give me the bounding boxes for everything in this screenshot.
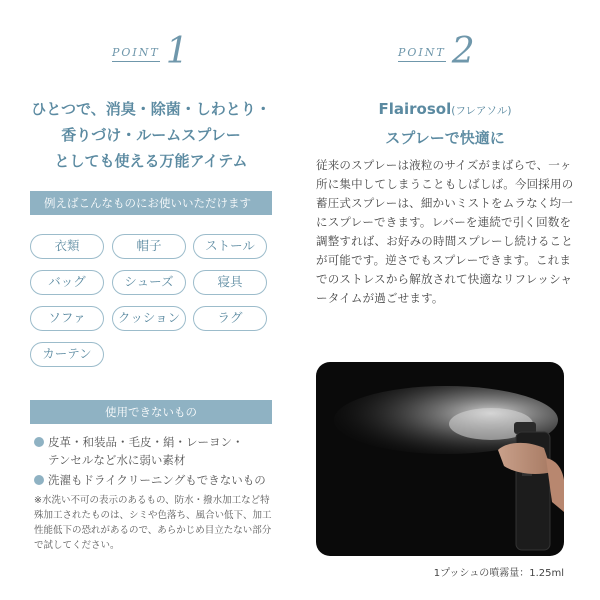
tag-bag: バッグ bbox=[30, 270, 104, 295]
spray-bottle-illustration bbox=[316, 362, 564, 556]
point-2-title bbox=[316, 96, 574, 152]
warn-item-text: 皮革・和装品・毛皮・絹・レーヨン・ テンセルなど水に弱い素材 bbox=[48, 435, 244, 467]
bullet-dot-icon bbox=[34, 475, 44, 485]
point-number: 2 bbox=[451, 31, 475, 72]
cannot-use-header: 使用できないもの bbox=[30, 400, 272, 424]
cannot-use-list bbox=[34, 433, 274, 553]
point-2-body: 従来のスプレーは液粒のサイズがまばらで、一ヶ所に集中してしまうこともしばしば。今回採用の蓄圧式スプレーは、細かいミストをムラなく均一にスプレーできます。レバーを連続で引く回数を調整すれば、お好みの時間スプレーし続けることが可能です。逆さでもスプレーできます。これまでのストレスから解放されて快適なリフレッシャータイムが過ごせます。 bbox=[316, 158, 574, 305]
bullet-dot-icon bbox=[34, 437, 44, 447]
brand-kana: (フレアソル) bbox=[451, 105, 512, 117]
uses-header: 例えばこんなものにお使いいただけます bbox=[30, 191, 272, 215]
tag-curtain: カーテン bbox=[30, 342, 104, 367]
point-number: 1 bbox=[165, 31, 189, 72]
brand-name: Flairosol bbox=[378, 100, 452, 118]
warn-item bbox=[34, 433, 274, 469]
spray-volume-caption: 1プッシュの噴霧量：1.25ml bbox=[433, 568, 564, 579]
tag-hat: 帽子 bbox=[112, 234, 186, 259]
warn-item-text: 洗濯もドライクリーニングもできないもの bbox=[48, 473, 266, 487]
point-2-heading bbox=[398, 31, 475, 72]
tag-rug: ラグ bbox=[193, 306, 267, 331]
warn-item bbox=[34, 471, 274, 489]
title-line-2: スプレーで快適に bbox=[385, 129, 505, 147]
point-label: POINT bbox=[398, 46, 446, 62]
spray-photo bbox=[316, 362, 564, 556]
point-1-heading bbox=[112, 31, 189, 72]
tag-sofa: ソファ bbox=[30, 306, 104, 331]
point-label: POINT bbox=[112, 46, 160, 62]
tag-bedding: 寝具 bbox=[193, 270, 267, 295]
caution-note: ※水洗い不可の表示のあるもの、防水・撥水加工など特殊加工されたものは、シミや色落ち、風合い低下、加工性能低下の恐れがあるので、あらかじめ目立たない部分で試してください。 bbox=[34, 495, 272, 551]
tag-shoes: シューズ bbox=[112, 270, 186, 295]
tag-stole: ストール bbox=[193, 234, 267, 259]
tag-clothes: 衣類 bbox=[30, 234, 104, 259]
tag-cushion: クッション bbox=[112, 306, 186, 331]
point-1-lead: ひとつで、消臭・除菌・しわとり・ 香りづけ・ルームスプレー としても使える万能アイテム bbox=[31, 100, 271, 170]
